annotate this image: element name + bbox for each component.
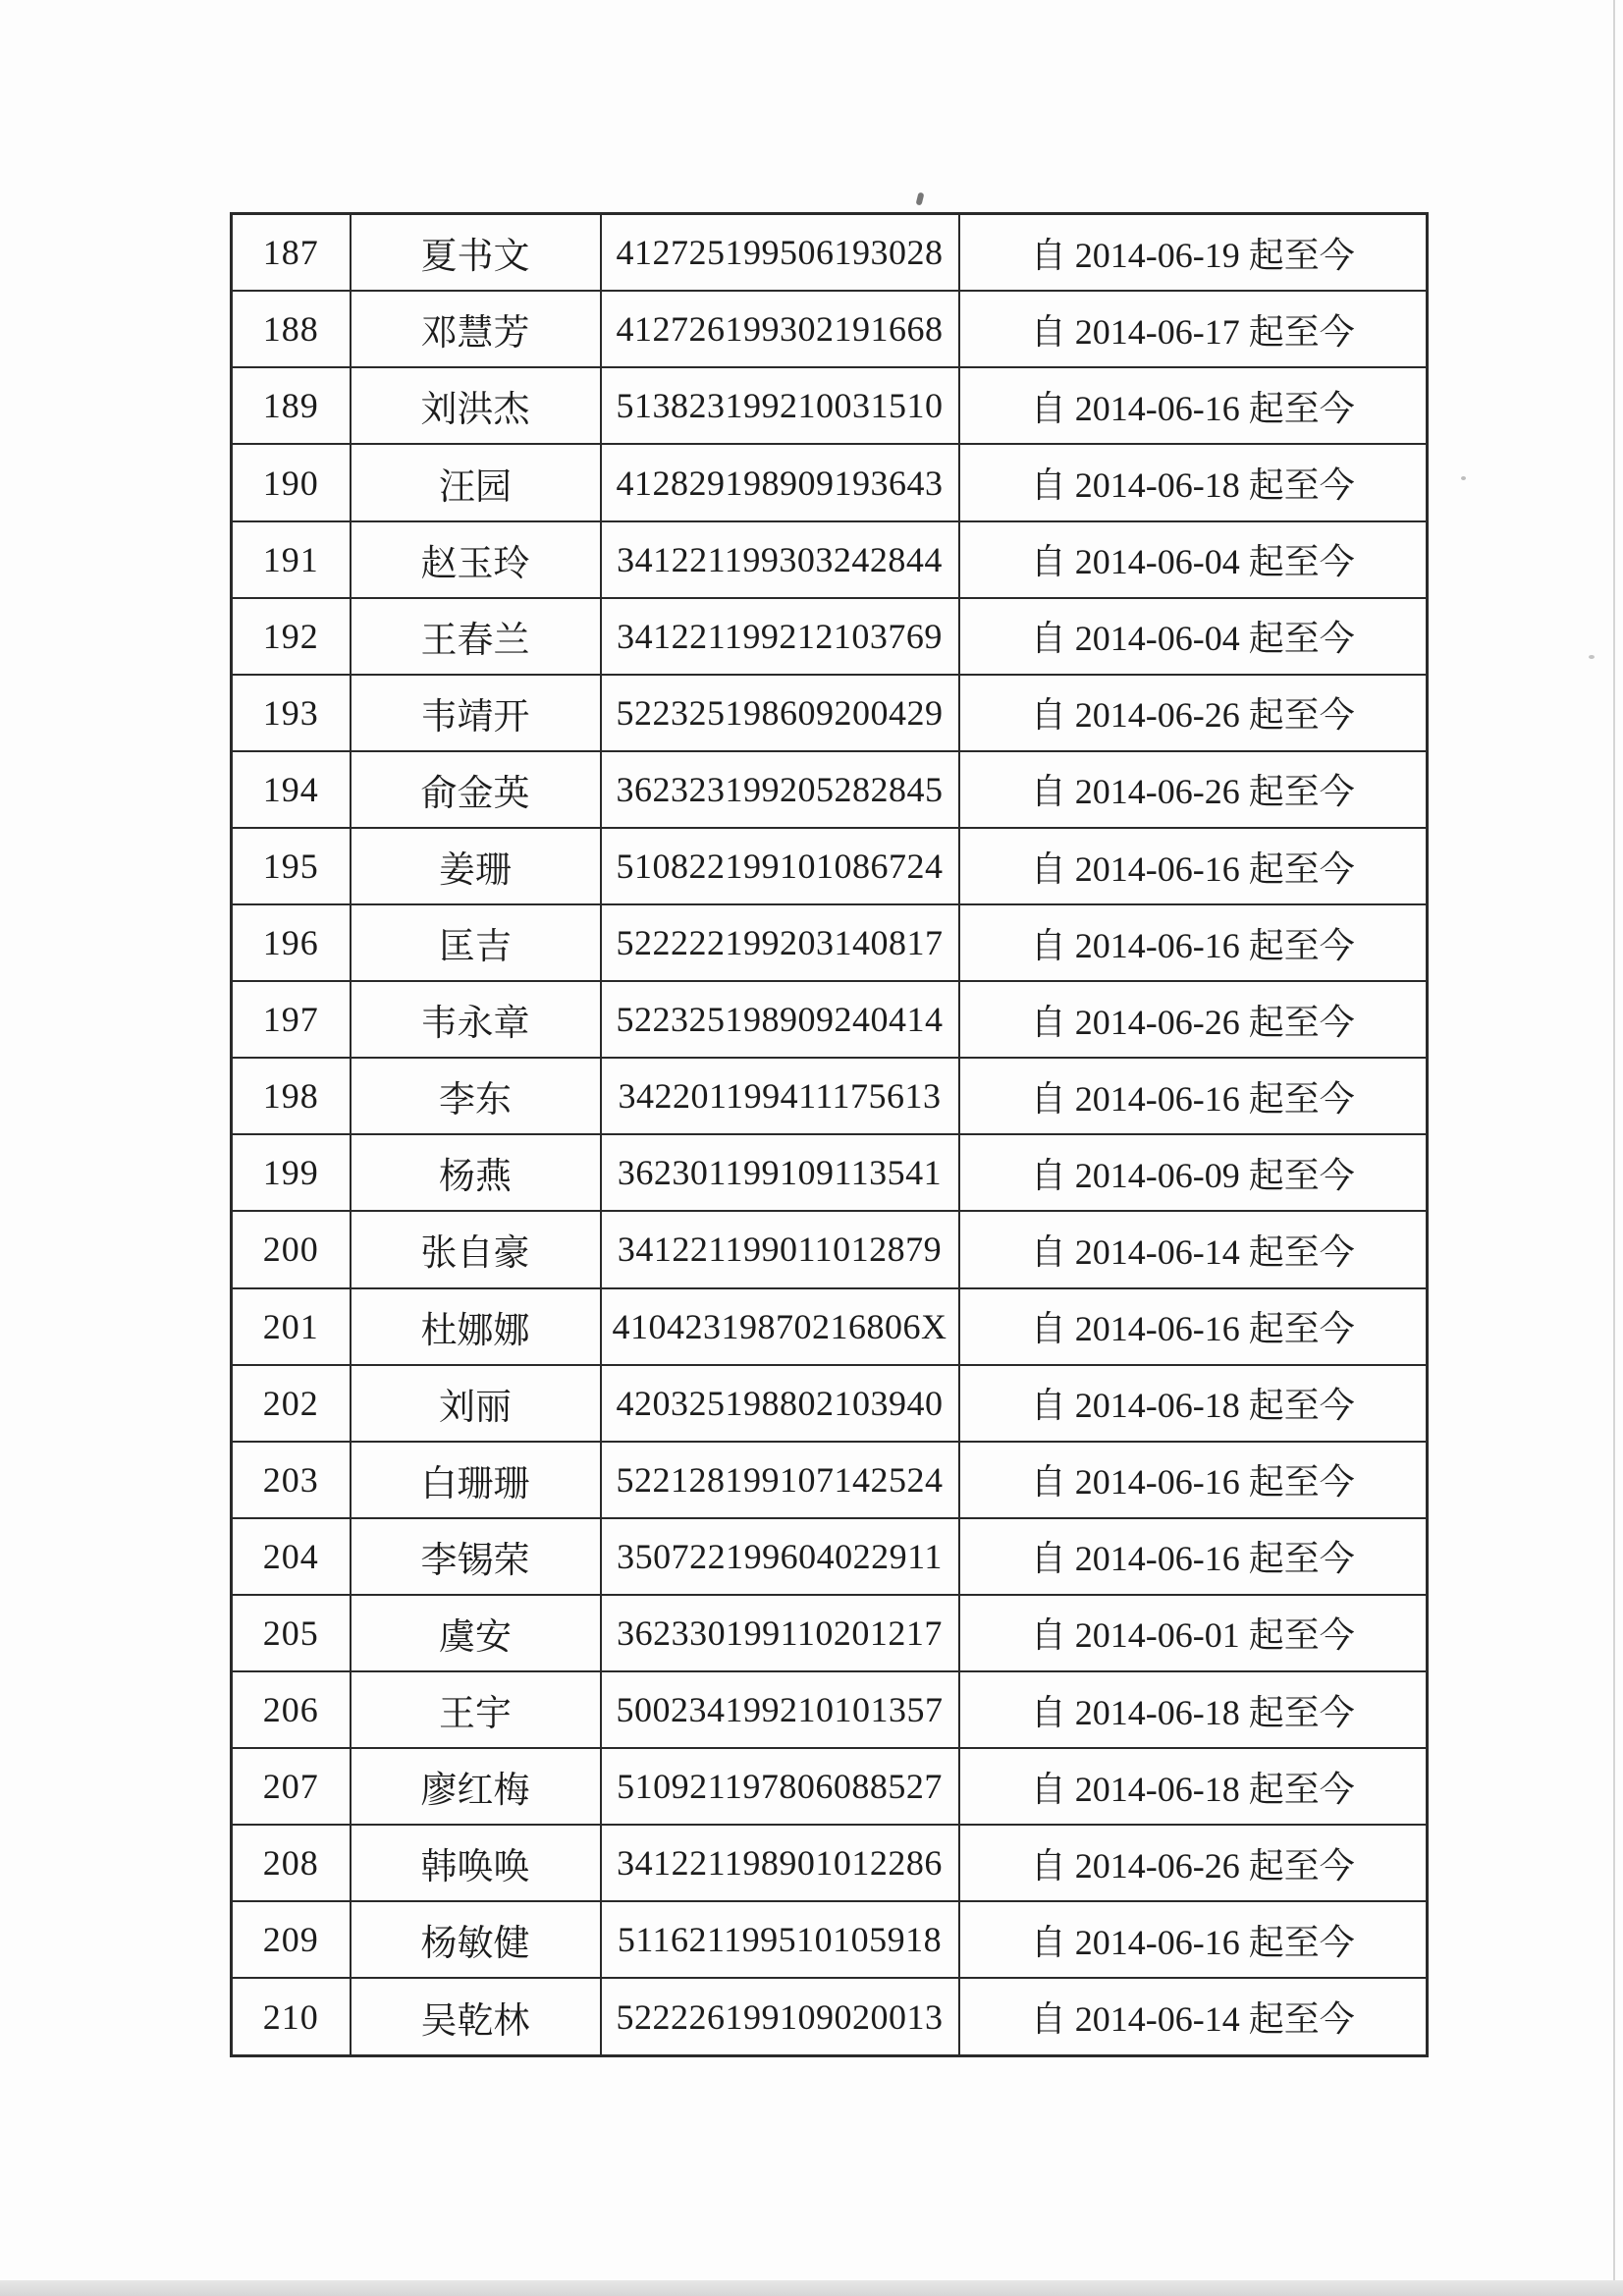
period-cell: 自 2014-06-16 起至今	[959, 367, 1428, 444]
table-row	[232, 904, 1428, 981]
period-cell: 自 2014-06-18 起至今	[959, 444, 1428, 520]
scan-bottom-edge-artifact	[0, 2280, 1623, 2296]
row-index-cell: 194	[232, 751, 351, 828]
id-number-cell: 511621199510105918	[601, 1901, 959, 1978]
id-number-cell: 412726199302191668	[601, 291, 959, 367]
id-number-cell: 522222199203140817	[601, 904, 959, 981]
period-cell: 自 2014-06-18 起至今	[959, 1748, 1428, 1825]
id-number-cell: 500234199210101357	[601, 1671, 959, 1748]
name-cell: 李东	[351, 1058, 601, 1134]
id-number-cell: 341221199011012879	[601, 1211, 959, 1287]
name-cell: 王宇	[351, 1671, 601, 1748]
id-number-cell: 362301199109113541	[601, 1134, 959, 1211]
id-number-cell: 412829198909193643	[601, 444, 959, 520]
name-cell: 俞金英	[351, 751, 601, 828]
id-number-cell: 341221199212103769	[601, 598, 959, 675]
roster-table	[230, 212, 1429, 2057]
id-number-cell: 513823199210031510	[601, 367, 959, 444]
id-number-cell: 412725199506193028	[601, 214, 959, 292]
period-cell: 自 2014-06-04 起至今	[959, 521, 1428, 598]
table-row	[232, 214, 1428, 292]
name-cell: 刘丽	[351, 1365, 601, 1442]
row-index-cell: 204	[232, 1518, 351, 1595]
row-index-cell: 189	[232, 367, 351, 444]
id-number-cell: 510822199101086724	[601, 828, 959, 904]
id-number-cell: 522226199109020013	[601, 1978, 959, 2055]
name-cell: 张自豪	[351, 1211, 601, 1287]
name-cell: 吴乾林	[351, 1978, 601, 2055]
name-cell: 韦靖开	[351, 675, 601, 751]
table-row	[232, 751, 1428, 828]
name-cell: 夏书文	[351, 214, 601, 292]
row-index-cell: 196	[232, 904, 351, 981]
table-row	[232, 1288, 1428, 1365]
row-index-cell: 187	[232, 214, 351, 292]
id-number-cell: 522325198609200429	[601, 675, 959, 751]
period-cell: 自 2014-06-09 起至今	[959, 1134, 1428, 1211]
row-index-cell: 191	[232, 521, 351, 598]
row-index-cell: 199	[232, 1134, 351, 1211]
id-number-cell: 341221198901012286	[601, 1825, 959, 1901]
period-cell: 自 2014-06-01 起至今	[959, 1595, 1428, 1671]
table-row	[232, 521, 1428, 598]
name-cell: 匡吉	[351, 904, 601, 981]
roster-body	[232, 214, 1428, 2056]
table-row	[232, 1365, 1428, 1442]
row-index-cell: 198	[232, 1058, 351, 1134]
name-cell: 韦永章	[351, 981, 601, 1058]
scan-speck	[1589, 655, 1595, 659]
row-index-cell: 203	[232, 1442, 351, 1518]
id-number-cell: 362323199205282845	[601, 751, 959, 828]
table-row	[232, 1671, 1428, 1748]
row-index-cell: 208	[232, 1825, 351, 1901]
period-cell: 自 2014-06-18 起至今	[959, 1365, 1428, 1442]
row-index-cell: 197	[232, 981, 351, 1058]
name-cell: 姜珊	[351, 828, 601, 904]
table-row	[232, 1518, 1428, 1595]
id-number-cell: 522325198909240414	[601, 981, 959, 1058]
row-index-cell: 192	[232, 598, 351, 675]
table-row	[232, 1211, 1428, 1287]
table-row	[232, 1825, 1428, 1901]
table-row	[232, 1978, 1428, 2055]
period-cell: 自 2014-06-16 起至今	[959, 1058, 1428, 1134]
period-cell: 自 2014-06-19 起至今	[959, 214, 1428, 292]
name-cell: 赵玉玲	[351, 521, 601, 598]
row-index-cell: 188	[232, 291, 351, 367]
table-row	[232, 828, 1428, 904]
period-cell: 自 2014-06-14 起至今	[959, 1978, 1428, 2055]
period-cell: 自 2014-06-17 起至今	[959, 291, 1428, 367]
table-row	[232, 367, 1428, 444]
period-cell: 自 2014-06-16 起至今	[959, 1442, 1428, 1518]
period-cell: 自 2014-06-18 起至今	[959, 1671, 1428, 1748]
table-row	[232, 981, 1428, 1058]
id-number-cell: 342201199411175613	[601, 1058, 959, 1134]
name-cell: 杜娜娜	[351, 1288, 601, 1365]
table-row	[232, 675, 1428, 751]
name-cell: 白珊珊	[351, 1442, 601, 1518]
period-cell: 自 2014-06-16 起至今	[959, 1901, 1428, 1978]
table-row	[232, 598, 1428, 675]
name-cell: 杨敏健	[351, 1901, 601, 1978]
name-cell: 汪园	[351, 444, 601, 520]
id-number-cell: 510921197806088527	[601, 1748, 959, 1825]
name-cell: 李锡荣	[351, 1518, 601, 1595]
row-index-cell: 202	[232, 1365, 351, 1442]
scan-speck	[916, 191, 925, 205]
period-cell: 自 2014-06-16 起至今	[959, 1288, 1428, 1365]
row-index-cell: 207	[232, 1748, 351, 1825]
table-row	[232, 1748, 1428, 1825]
row-index-cell: 210	[232, 1978, 351, 2055]
row-index-cell: 201	[232, 1288, 351, 1365]
period-cell: 自 2014-06-26 起至今	[959, 1825, 1428, 1901]
name-cell: 刘洪杰	[351, 367, 601, 444]
table-row	[232, 291, 1428, 367]
row-index-cell: 206	[232, 1671, 351, 1748]
period-cell: 自 2014-06-16 起至今	[959, 828, 1428, 904]
row-index-cell: 200	[232, 1211, 351, 1287]
name-cell: 王春兰	[351, 598, 601, 675]
name-cell: 邓慧芳	[351, 291, 601, 367]
period-cell: 自 2014-06-14 起至今	[959, 1211, 1428, 1287]
table-row	[232, 1134, 1428, 1211]
period-cell: 自 2014-06-26 起至今	[959, 751, 1428, 828]
name-cell: 虞安	[351, 1595, 601, 1671]
table-row	[232, 1442, 1428, 1518]
table-row	[232, 444, 1428, 520]
scan-speck	[1461, 476, 1466, 480]
row-index-cell: 209	[232, 1901, 351, 1978]
id-number-cell: 522128199107142524	[601, 1442, 959, 1518]
period-cell: 自 2014-06-04 起至今	[959, 598, 1428, 675]
row-index-cell: 193	[232, 675, 351, 751]
period-cell: 自 2014-06-26 起至今	[959, 981, 1428, 1058]
row-index-cell: 205	[232, 1595, 351, 1671]
row-index-cell: 195	[232, 828, 351, 904]
id-number-cell: 341221199303242844	[601, 521, 959, 598]
period-cell: 自 2014-06-16 起至今	[959, 1518, 1428, 1595]
id-number-cell: 420325198802103940	[601, 1365, 959, 1442]
name-cell: 韩唤唤	[351, 1825, 601, 1901]
id-number-cell: 350722199604022911	[601, 1518, 959, 1595]
table-row	[232, 1595, 1428, 1671]
name-cell: 廖红梅	[351, 1748, 601, 1825]
id-number-cell: 362330199110201217	[601, 1595, 959, 1671]
id-number-cell: 41042319870216806X	[601, 1288, 959, 1365]
row-index-cell: 190	[232, 444, 351, 520]
scan-edge-artifact	[1613, 0, 1615, 2280]
table-row	[232, 1058, 1428, 1134]
period-cell: 自 2014-06-26 起至今	[959, 675, 1428, 751]
name-cell: 杨燕	[351, 1134, 601, 1211]
table-row	[232, 1901, 1428, 1978]
period-cell: 自 2014-06-16 起至今	[959, 904, 1428, 981]
